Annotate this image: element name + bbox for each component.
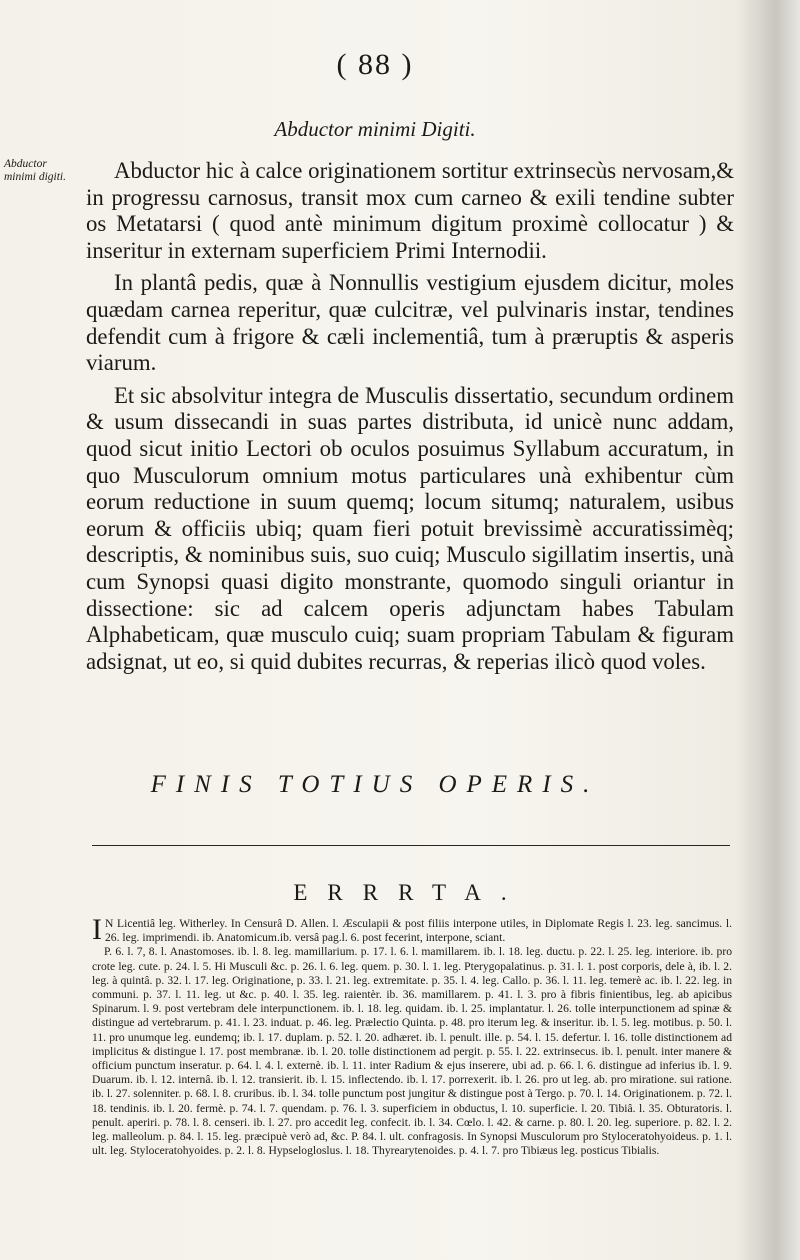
margin-note: Abductor minimi digiti.	[4, 158, 66, 183]
paragraph-conclusion: Et sic absolvitur integra de Musculis dissertatio, secundum ordinem & usum dissecandi in suas partes distributa, id unicè nunc addam, quod sicut initio Lectori ob oculos posuimus Syllabum accuratum, in quo Musculorum omnium motus particulares unà exhibentur cùm eorum reductione in suum quemq; locum situmq; naturalem, usibus eorum & officiis ubiq; quam fieri potuit brevissimè accuratissimèq; descriptis, & nominibus suis, suo cuiq; Musculo sigillatim insertis, unà cum Synopsi quasi digito monstrante, quomodo singuli oriantur in dissectione: sic ad calcem operis adjunctam habes Tabulam Alphabeticam, quæ musculo cuiq; suam propriam Tabulam & figuram adsignat, ut eo, si quid dubites recurras, & reperias ilicò quod voles.	[86, 382, 734, 674]
errata-block	[92, 913, 732, 1158]
body-text	[86, 158, 734, 675]
paragraph-planta-pedis: In plantâ pedis, quæ à Nonnullis vestigium ejusdem dicitur, moles quædam carnea reperitur, quæ culcitræ, vel pulvinaris instar, tendines defendit cum à frigore & cæli inclementiâ, tum à præruptis & asperis viarum.	[86, 270, 734, 376]
errata-title: ERRRTA.	[293, 880, 527, 905]
paragraph-abductor: Abductor hic à calce originationem sortitur extrinsecùs nervosam,& in progressu carnosus, transit mox cum carneo & exili tendine subter os Metatarsi ( quod antè minimum digitum proximè collocatur ) & inseritur in externam superficiem Primi Internodii.	[86, 158, 734, 263]
section-heading: Abductor minimi Digiti.	[274, 117, 476, 141]
divider-rule	[92, 845, 730, 846]
finis-line: FINIS TOTIUS OPERIS.	[150, 771, 600, 798]
page-number: ( 88 )	[336, 48, 414, 81]
errata-intro: IN Licentiâ leg. Witherley. In Censurâ D. Allen. l. Æsculapii & post filiis interpone utiles, in Diplomate Regis l. 23. leg. sancimus. l. 26. leg. imprimendi. ib. Anatomicum.ib. versâ pag.l. 6. post fecerint, interpone, sciant.	[92, 913, 732, 946]
errata-list: P. 6. l. 7, 8. l. Anastomoses. ib. l. 8. leg. mamillarium. p. 17. l. 6. l. mamillarem. ib. l. 18. leg. ductu. p. 22. l. 25. leg. interiore. ib. pro crote leg. cute. p. 24. l. 5. Hi Musculi &c. p. 26. l. 6. leg. quem. p. 30. l. 1. leg. Pterygopalatinus. p. 31. l. 1. post corporis, dele à, ib. l. 2. leg. à quintâ. p. 32. l. 17. leg. Originatione, p. 33. l. 21. leg. extremitate. p. 35. l. 4. leg. Callo. p. 36. l. 11. leg. temerè ac. ib. l. 22. leg. in communi. p. 37. l. 11. leg. ut &c. p. 40. l. 35. leg. raientèr. ib. 36. mamillarem. p. 41. l. 3. pro à fibris finientibus, leg. ab apicibus Spinarum. l. 9. post vertebram dele interpunctionem. ib. l. 18. leg. quidam. ib. l. 25. implantatur. l. 26. tolle interpunctionem ad spinæ & distingue ad vertebrarum. p. 41. l. 23. induat. p. 46. leg. Prælectio Quinta. p. 48. pro iterum leg. & inseritur. ib. l. 5. leg. motibus. p. 50. l. 11. pro unumque leg. eundemq; ib. l. 17. duplam. p. 52. l. 20. adhæret. ib. l. penult. ille. p. 54. l. 15. defertur. l. 16. tolle distinctionem ad implicitus & distingue l. 17. post membranæ. ib. l. 20. tolle distinctionem ad pergit. p. 55. l. 22. extrinsecus. ib. l. penult. inter manere & officium punctum inseratur. p. 64. l. 4. l. externè. ib. l. 11. inter Radium & ejus inserere, ubi ad. p. 66. l. 6. distingue ad inferius ib. l. 9. Duarum. ib. l. 12. internâ. ib. l. 12. transierit. ib. l. 15. inflectendo. ib. l. 17. porrexerit. ib. l. 26. pro ut leg. ab. pro miratione. sui ratione. ib. l. 27. solenniter. p. 68. l. 8. cruribus. ib. l. 34. tolle punctum post jungitur & distingue post à Tergo. p. 70. l. 14. Originationem. p. 72. l. 18. tendinis. ib. l. 20. fermè. p. 74. l. 7. quendam. p. 76. l. 3. superficiem in obductus, l. 10. superficie. l. 20. Tibiâ. l. 35. Obturatoris. l. penult. aperiri. p. 78. l. 8. censeri. ib. l. 27. pro accedit leg. confecit. ib. l. 34. Cœlo. l. 42. & carne. p. 80. l. 20. leg. superiore. p. 82. l. 2. leg. malleolum. p. 84. l. 15. leg. præcipuè verò ad, &c. P. 84. l. ult. confragosis. In Synopsi Musculorum pro Styloceratohyoideus. p. 1. l. ult. leg. Styloceratohyoides. p. 2. l. 8. Hypselogloslus. l. 18. Thyrearytenoides. p. 4. l. 7. pro Tibiæus leg. posticus Tibialis.	[92, 945, 732, 1158]
